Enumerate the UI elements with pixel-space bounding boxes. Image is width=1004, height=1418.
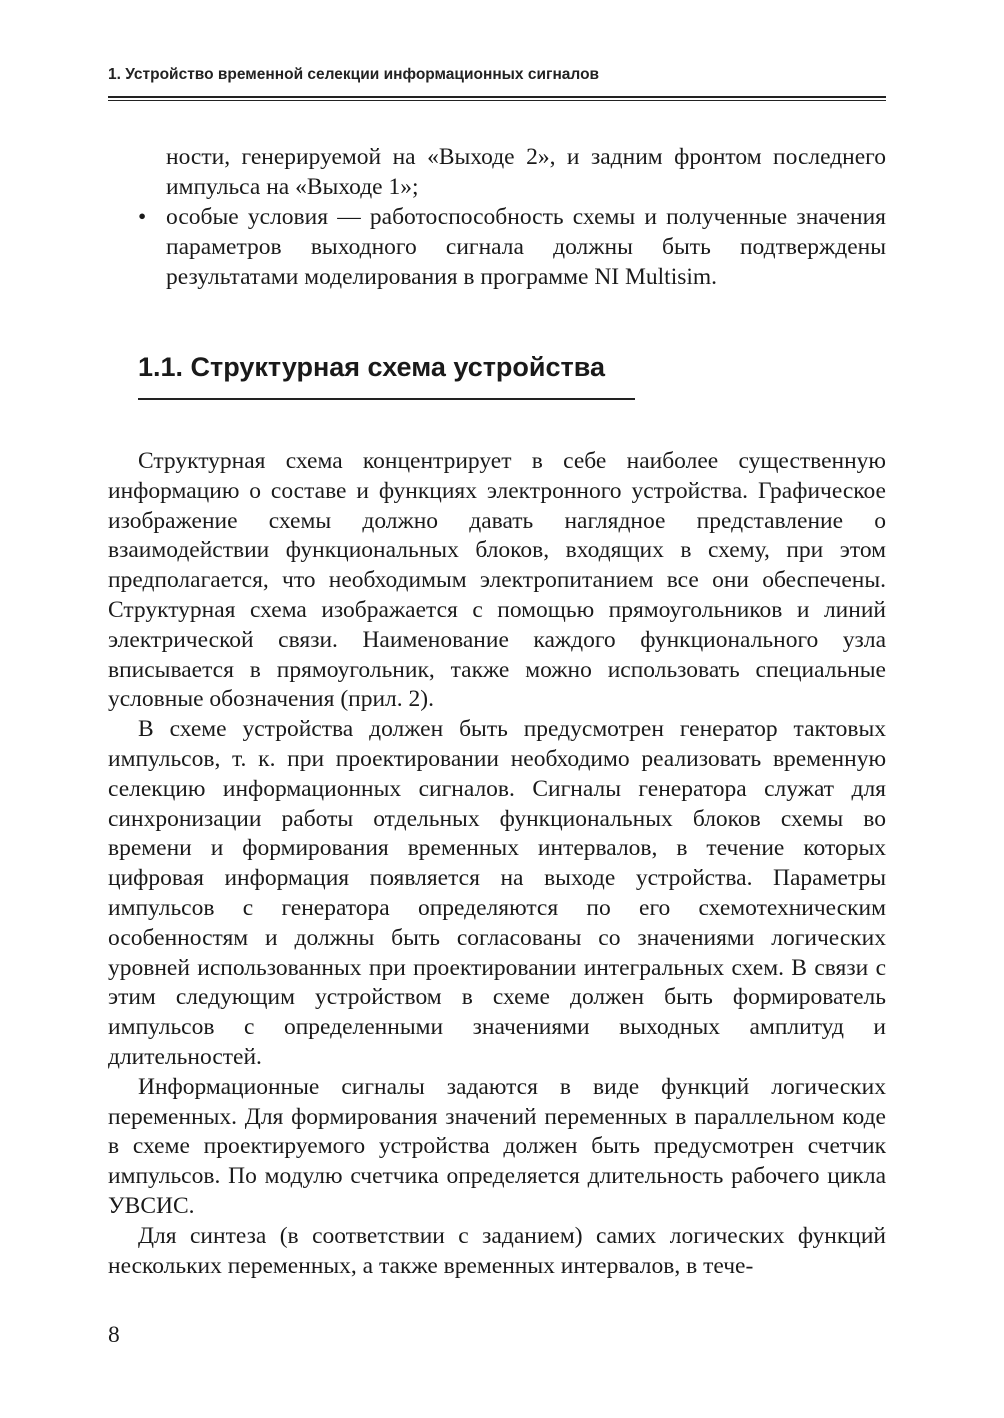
- paragraph: Для синтеза (в соответствии с заданием) самих логических функций нескольких переменных, а также временных интервалов, в тече-: [108, 1222, 886, 1279]
- header-rule-thin: [108, 100, 886, 101]
- running-header: 1. Устройство временной селекции информационных сигналов: [108, 66, 600, 83]
- continuation-text: ности, генерируемой на «Выходе 2», и задним фронтом последнего импульса на «Выходе 1»;: [166, 144, 886, 200]
- paragraph: Информационные сигналы задаются в виде функций логических переменных. Для формирования значений переменных в параллельном коде в схеме проектируемого устройства должен быть предусмотрен счетчик импульсов. По модулю счетчика определяется длительность рабочего цикла УВСИС.: [108, 1073, 886, 1219]
- section-heading: 1.1. Структурная схема устройства: [138, 352, 606, 382]
- body-text: [108, 447, 886, 1281]
- bullet-icon: •: [138, 204, 147, 230]
- page-number: 8: [108, 1322, 120, 1348]
- section-heading-underline: [138, 398, 635, 400]
- header-rule: [108, 96, 886, 98]
- paragraph: Структурная схема концентрирует в себе наиболее существенную информацию о составе и функциях электронного устройства. Графическое изображение схемы должно давать наглядное представление о взаимодействии функциональных блоков, входящих в схему, при этом предполагается, что необходимым электропитанием все они обеспечены. Структурная схема изображается с помощью прямоугольников и линий электрической связи. Наименование каждого функционального узла вписывается в прямоугольник, также можно использовать специальные условные обозначения (прил. 2).: [108, 448, 886, 713]
- bullet-item-text: особые условия — работоспособность схемы и полученные значения параметров выходного сигнала должны быть подтверждены результатами моделирования в программе NI Multisim.: [166, 204, 886, 290]
- paragraph: В схеме устройства должен быть предусмотрен генератор тактовых импульсов, т. к. при проектировании необходимо реализовать временную селекцию информационных сигналов. Сигналы генератора служат для синхронизации работы отдельных функциональных блоков схемы во времени и формирования временных интервалов, в течение которых цифровая информация появляется на выходе устройства. Параметры импульсов с генератора определяются по его схемотехническим особенностям и должны быть согласованы со значениями логических уровней использованных при проектировании интегральных схем. В связи с этим следующим устройством в схеме должен быть формирователь импульсов с определенными значениями выходных амплитуд и длительностей.: [108, 716, 886, 1070]
